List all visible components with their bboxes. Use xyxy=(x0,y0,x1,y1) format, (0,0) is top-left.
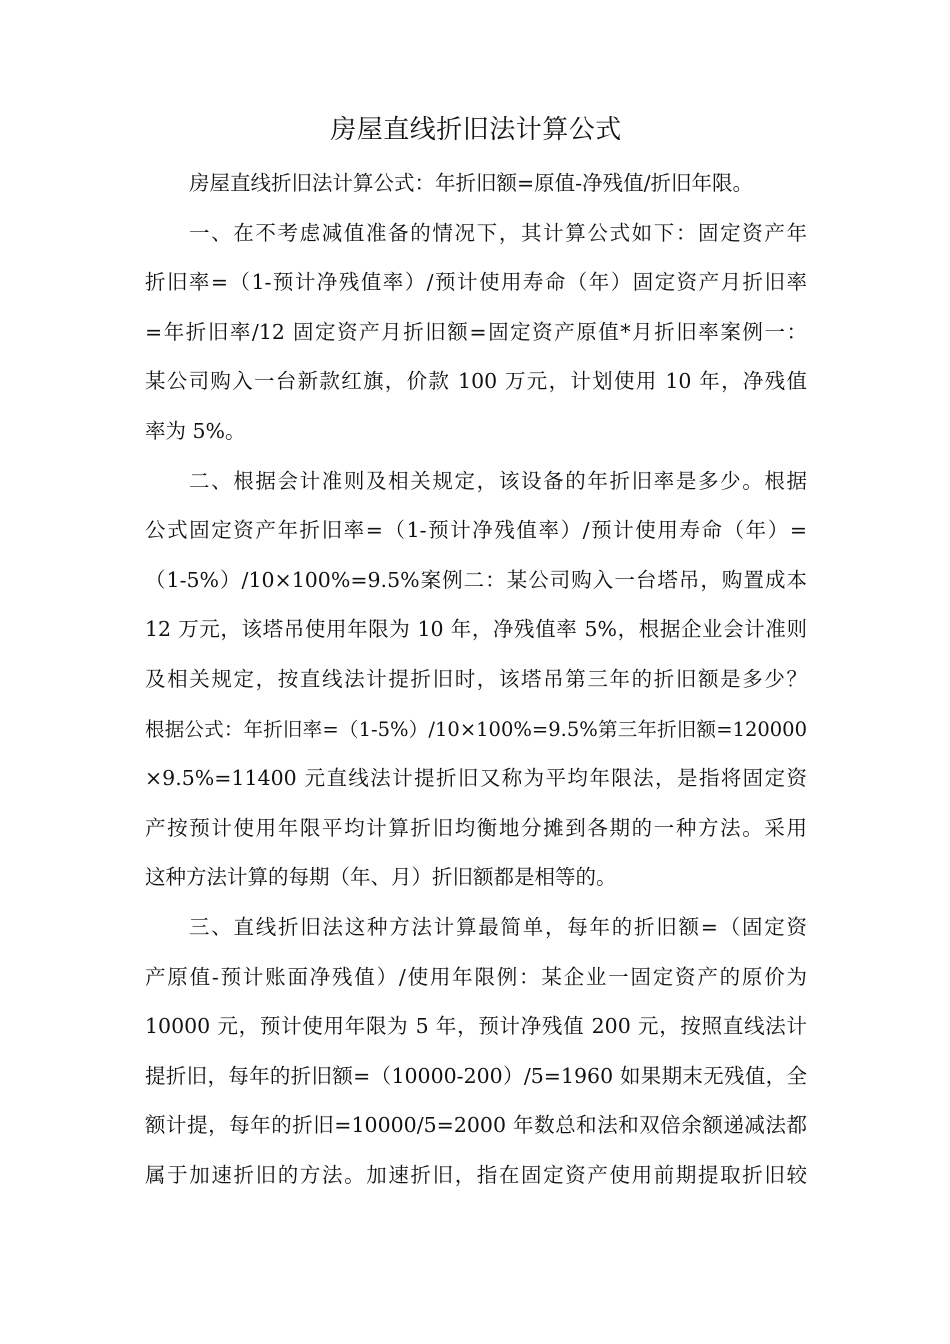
text-line: 属于加速折旧的方法。加速折旧，指在固定资产使用前期提取折旧较 xyxy=(145,1162,807,1187)
text-line: ×9.5%=11400 元直线法计提折旧又称为平均年限法，是指将固定资 xyxy=(145,766,807,791)
text-line: 产按预计使用年限平均计算折旧均衡地分摊到各期的一种方法。采用 xyxy=(145,815,807,840)
text-line: 提折旧，每年的折旧额=（10000-200）/5=1960 如果期末无残值，全 xyxy=(145,1063,807,1088)
text-line: 及相关规定，按直线法计提折旧时，该塔吊第三年的折旧额是多少？ xyxy=(145,666,807,691)
text-line: 额计提，每年的折旧=10000/5=2000 年数总和法和双倍余额递减法都 xyxy=(145,1113,807,1138)
text-line: 三、直线折旧法这种方法计算最简单，每年的折旧额=（固定资 xyxy=(189,914,807,939)
text-line: 二、根据会计准则及相关规定，该设备的年折旧率是多少。根据 xyxy=(189,468,807,493)
document-title: 房屋直线折旧法计算公式 xyxy=(330,115,622,145)
text-line: 折旧率=（1-预计净残值率）/预计使用寿命（年）固定资产月折旧率 xyxy=(145,270,807,295)
paragraph-intro xyxy=(145,159,807,209)
text-line: 率为 5%。 xyxy=(145,418,246,443)
document-page xyxy=(145,108,807,1200)
text-line: 这种方法计算的每期（年、月）折旧额都是相等的。 xyxy=(145,865,617,890)
text-line: 一、在不考虑减值准备的情况下，其计算公式如下：固定资产年 xyxy=(189,220,807,245)
text-line: 10000 元，预计使用年限为 5 年，预计净残值 200 元，按照直线法计 xyxy=(145,1014,807,1039)
text-line: 12 万元，该塔吊使用年限为 10 年，净残值率 5%，根据企业会计准则 xyxy=(145,617,807,642)
text-line: 产原值-预计账面净残值）/使用年限例：某企业一固定资产的原价为 xyxy=(145,964,807,989)
text-line: （1-5%）/10×100%=9.5%案例二：某公司购入一台塔吊，购置成本 xyxy=(145,567,807,592)
text-line: 根据公式：年折旧率=（1-5%）/10×100%=9.5%第三年折旧额=120000 xyxy=(145,717,807,741)
paragraph-section-1 xyxy=(145,209,807,457)
text-line: 某公司购入一台新款红旗，价款 100 万元，计划使用 10 年，净残值 xyxy=(145,369,807,394)
text-line: =年折旧率/12 固定资产月折旧额=固定资产原值*月折旧率案例一： xyxy=(145,319,807,344)
paragraph-section-2 xyxy=(145,457,807,903)
text-line: 公式固定资产年折旧率=（1-预计净残值率）/预计使用寿命（年）= xyxy=(145,518,807,543)
paragraph-section-3 xyxy=(145,903,807,1201)
text-line: 房屋直线折旧法计算公式：年折旧额=原值-净残值/折旧年限。 xyxy=(189,171,754,195)
